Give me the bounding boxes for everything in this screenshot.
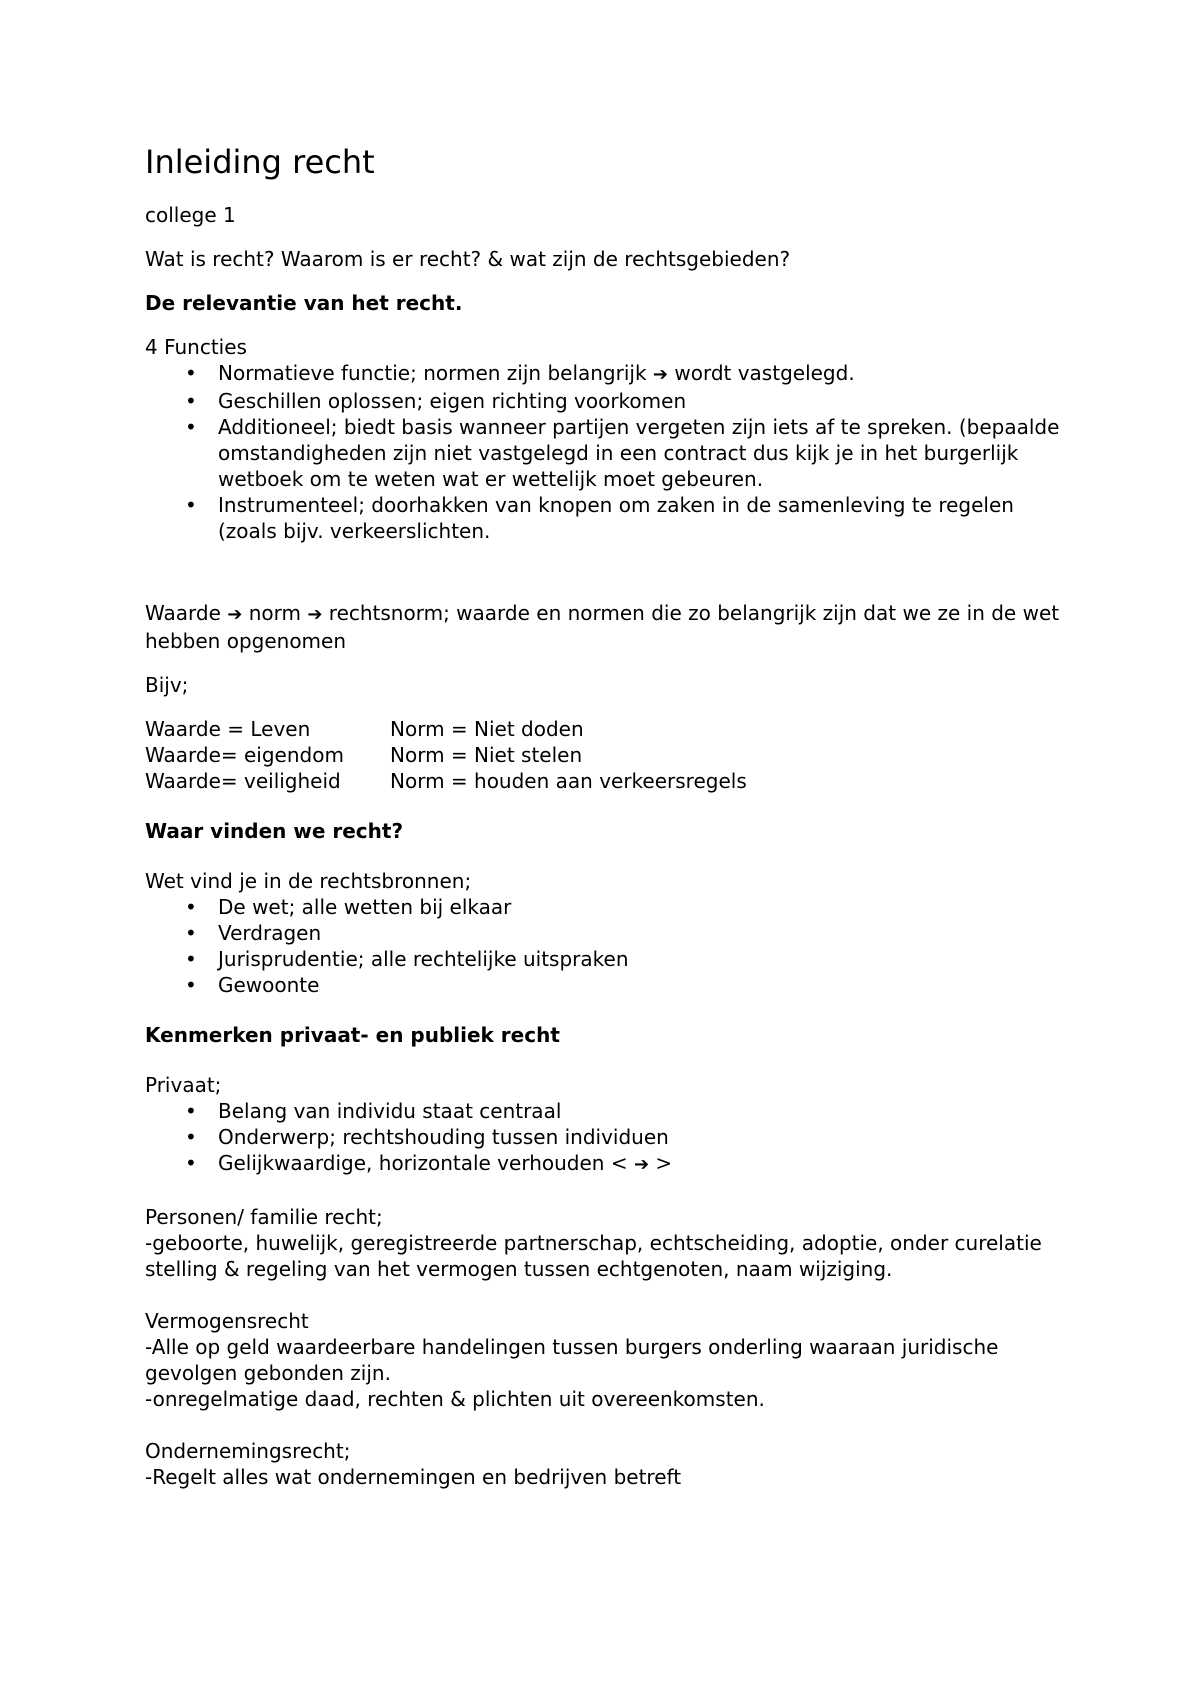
privaat-list	[145, 1098, 1075, 1178]
bullet-icon: •	[185, 921, 197, 945]
subtitle: college 1	[145, 203, 236, 227]
vermogen-line1: -Alle op geld waardeerbare handelingen tussen burgers onderling waaraan juridische gevolgen gebonden zijn.	[145, 1335, 999, 1385]
bullet-icon: •	[185, 895, 197, 919]
table-row: Waarde= veiligheid Norm = houden aan verkeersregels	[145, 769, 747, 793]
bullet-icon: •	[185, 973, 197, 997]
list-item: • Normatieve functie; normen zijn belangrijk ➔ wordt vastgelegd.	[185, 361, 855, 385]
list-item: • Additioneel; biedt basis wanneer partijen vergeten zijn iets af te spreken. (bepaalde omstandigheden zijn niet vastgelegd in een contract dus kijk je in het burgerlijk wetboek om te weten wat er wettelijk moet gebeuren.	[185, 415, 1060, 491]
list-item: • Geschillen oplossen; eigen richting voorkomen	[185, 389, 687, 413]
onderneming-title: Ondernemingsrecht;	[145, 1439, 351, 1463]
arrow-right-icon: ➔	[652, 364, 668, 385]
values-paragraph: Waarde ➔ norm ➔ rechtsnorm; waarde en normen die zo belangrijk zijn dat we ze in de wet hebben opgenomen	[145, 601, 1060, 653]
bullet-icon: •	[185, 947, 197, 971]
heading-kenmerken: Kenmerken privaat- en publiek recht	[145, 1023, 560, 1047]
heading-waar-vinden: Waar vinden we recht?	[145, 819, 404, 843]
personen-text: -geboorte, huwelijk, geregistreerde partnerschap, echtscheiding, adoptie, onder curelatie stelling & regeling van het vermogen tussen echtgenoten, naam wijziging.	[145, 1231, 1042, 1281]
question: Wat is recht? Waarom is er recht? & wat zijn de rechtsgebieden?	[145, 247, 791, 271]
bullet-icon: •	[185, 389, 197, 413]
list-item: • Gelijkwaardige, horizontale verhouden < ➔ >	[185, 1151, 673, 1175]
vermogen-line2: -onregelmatige daad, rechten & plichten uit overeenkomsten.	[145, 1387, 765, 1411]
list-item: • Verdragen	[185, 921, 322, 945]
list-item: • Jurisprudentie; alle rechtelijke uitspraken	[185, 947, 629, 971]
bullet-icon: •	[185, 1151, 197, 1175]
heading-relevantie: De relevantie van het recht.	[145, 291, 463, 315]
bullet-icon: •	[185, 415, 197, 439]
personen-title: Personen/ familie recht;	[145, 1205, 383, 1229]
values-table	[145, 716, 1075, 794]
onderneming-text: -Regelt alles wat ondernemingen en bedrijven betreft	[145, 1465, 682, 1489]
bullet-icon: •	[185, 1099, 197, 1123]
vermogen-title: Vermogensrecht	[145, 1309, 309, 1333]
table-row: Waarde = Leven Norm = Niet doden	[145, 717, 584, 741]
example-label: Bijv;	[145, 673, 189, 697]
document-content	[145, 140, 1075, 1490]
bullet-icon: •	[185, 493, 197, 517]
bullet-icon: •	[185, 1125, 197, 1149]
list-item: • Gewoonte	[185, 973, 320, 997]
list-item: • Instrumenteel; doorhakken van knopen om zaken in de samenleving te regelen (zoals bijv. verkeerslichten.	[185, 493, 1014, 543]
privaat-intro: Privaat;	[145, 1073, 222, 1097]
bullet-icon: •	[185, 361, 197, 385]
arrow-right-icon: ➔	[227, 604, 243, 625]
list-item: • Onderwerp; rechtshouding tussen individuen	[185, 1125, 669, 1149]
table-row: Waarde= eigendom Norm = Niet stelen	[145, 743, 583, 767]
bronnen-list	[145, 894, 1075, 998]
list-item: • De wet; alle wetten bij elkaar	[185, 895, 512, 919]
functies-list	[145, 360, 1075, 544]
document-title: Inleiding recht	[145, 143, 375, 181]
bronnen-intro: Wet vind je in de rechtsbronnen;	[145, 869, 472, 893]
functies-intro: 4 Functies	[145, 335, 247, 359]
arrow-right-icon: ➔	[633, 1154, 650, 1175]
arrow-right-icon: ➔	[307, 604, 323, 625]
list-item: • Belang van individu staat centraal	[185, 1099, 562, 1123]
